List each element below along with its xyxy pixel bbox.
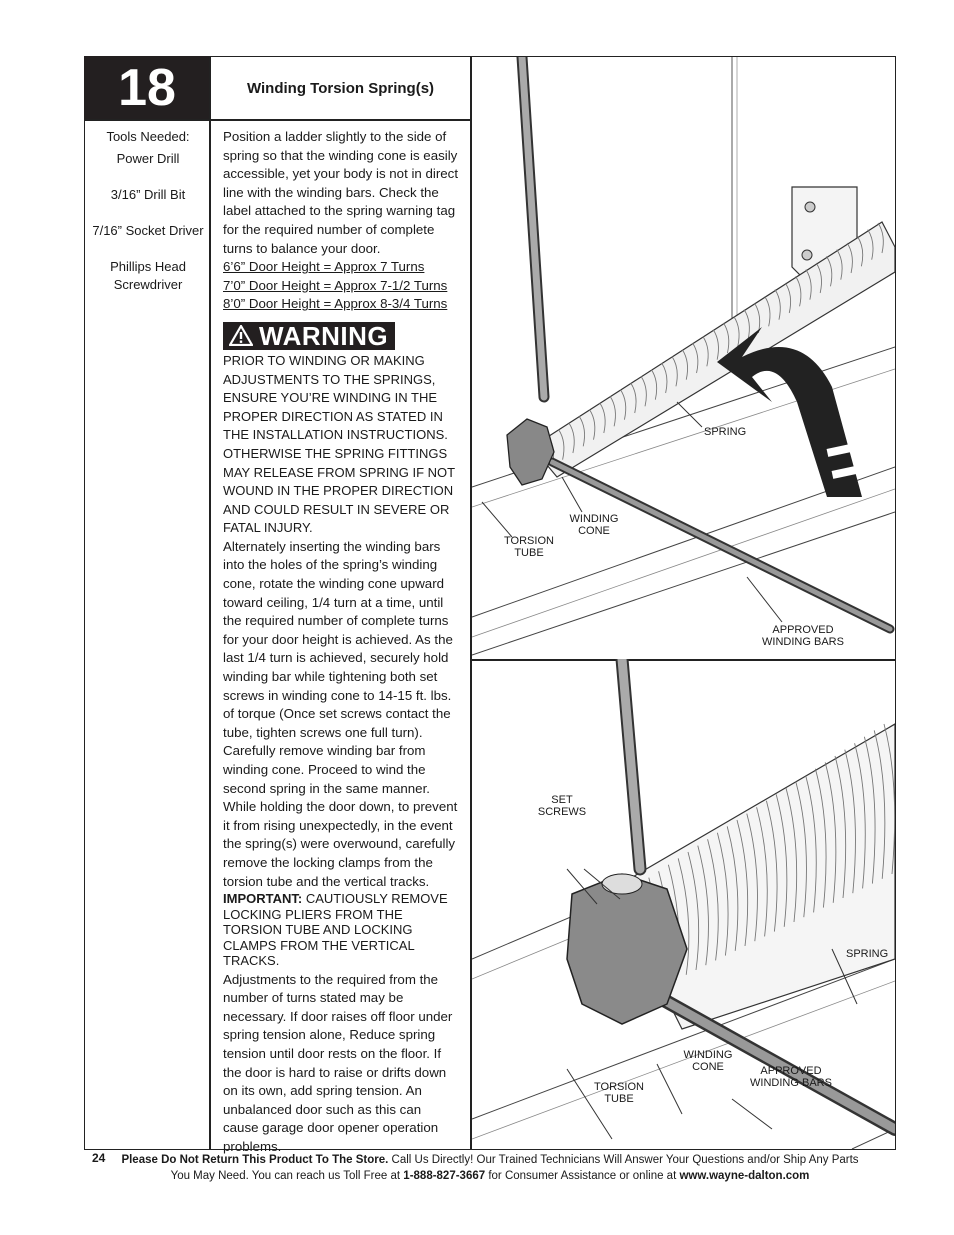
step-number: 18 — [84, 56, 210, 120]
adjustments-text: Adjustments to the required from the number of turns stated may be necessary. If door raises off floor under spring tension alone, Reduce spring tension until door rests on the floor. If the door is hard to raise or drifts down on its own, add spring tension. An unbalanced door such as this can cause garage door opener operation problems. — [223, 971, 453, 1154]
instructions — [223, 128, 459, 1157]
warning-label: WARNING — [259, 320, 389, 351]
top-illustration — [472, 57, 895, 659]
tool-item: 3/16” Drill Bit — [110, 187, 186, 202]
label-set-screws: SET SCREWS — [537, 794, 587, 818]
footer-line1: Call Us Directly! Our Trained Technicians Will Answer Your Questions and/or Ship Any Parts — [391, 1154, 859, 1166]
important-text: CAUTIOUSLY REMOVE LOCKING PLIERS FROM THE TORSION TUBE AND LOCKING CLAMPS FROM THE VERTICAL TRACKS. — [223, 891, 448, 969]
tools-header: Tools Needed: — [106, 129, 190, 144]
intro-text: Position a ladder slightly to the side of spring so that the winding cone is easily accessible, yet your body is not in direct line with the winding bars. Check the label attached to the spring warning tag for the required number of complete turns to balance your door. — [223, 129, 459, 256]
label-spring-top: SPRING — [704, 426, 747, 438]
label-torsion-tube-bottom: TORSION TUBE — [594, 1081, 644, 1105]
turns-item: 7’0” Door Height = Approx 7-1/2 Turns — [223, 277, 448, 293]
tools-list — [86, 128, 210, 312]
footer-bold-lead: Please Do Not Return This Product To The Store. — [121, 1154, 389, 1166]
important-label: IMPORTANT: — [223, 891, 303, 907]
label-winding-cone-bottom: WINDING CONE — [683, 1049, 733, 1073]
footer-phone: 1-888-827-3667 — [403, 1170, 486, 1182]
tool-item: Power Drill — [116, 151, 180, 166]
warning-text: PRIOR TO WINDING OR MAKING ADJUSTMENTS TO THE SPRINGS, ENSURE YOU’RE WINDING IN THE PROPER DIRECTION AS STATED IN THE INSTALLATION INSTRUCTIONS. OTHERWISE THE SPRING FITTINGS MAY RELEASE FROM SPRING IF NOT WOUND IN THE PROPER DIRECTION AND COULD RESULT IN SEVERE OR FATAL INJURY. — [223, 352, 455, 536]
turns-item: 6’6” Door Height = Approx 7 Turns — [223, 259, 425, 275]
important-note — [223, 891, 459, 969]
footer-url-link[interactable]: www.wayne-dalton.com — [679, 1170, 810, 1182]
procedure-text: Alternately inserting the winding bars into the holes of the spring’s winding cone, rotate the winding cone upward toward ceiling, 1/4 turn at a time, until the required number of complete turns for your door height is achieved. As the last 1/4 turn is achieved, securely hold winding bar while tightening both set screws in winding cone to 14-15 ft. lbs. of torque (Once set screws contact the tube, tighten screws one full turn). Carefully remove winding bar from winding cone. Proceed to wind the second spring in the same manner. While holding the door down, to prevent it from rising unexpectedly, in the event the spring(s) were overwound, carefully remove the locking clamps from the torsion tube and the vertical tracks. — [223, 538, 458, 889]
tool-item: 7/16” Socket Driver — [92, 223, 204, 238]
label-winding-bars-top: APPROVED WINDING BARS — [762, 624, 844, 648]
footer-line2-mid: for Consumer Assistance or online at — [488, 1170, 677, 1182]
label-winding-cone-top: WINDING CONE — [569, 513, 619, 537]
warning-triangle-icon — [229, 325, 253, 346]
divider-header — [84, 119, 471, 121]
label-spring-bottom: SPRING — [846, 948, 889, 960]
illustration-panel — [472, 57, 895, 1149]
turns-item: 8’0” Door Height = Approx 8-3/4 Turns — [223, 296, 448, 312]
tool-item: Phillips Head Screwdriver — [110, 259, 186, 292]
step-title: Winding Torsion Spring(s) — [246, 79, 435, 97]
label-winding-bars-bottom: APPROVED WINDING BARS — [750, 1065, 832, 1089]
page-number: 24 — [92, 1151, 106, 1165]
warning-banner — [223, 322, 395, 350]
footer — [84, 1152, 896, 1184]
footer-line2-pre: You May Need. You can reach us Toll Free at — [170, 1170, 401, 1182]
label-torsion-tube-top: TORSION TUBE — [504, 535, 554, 559]
